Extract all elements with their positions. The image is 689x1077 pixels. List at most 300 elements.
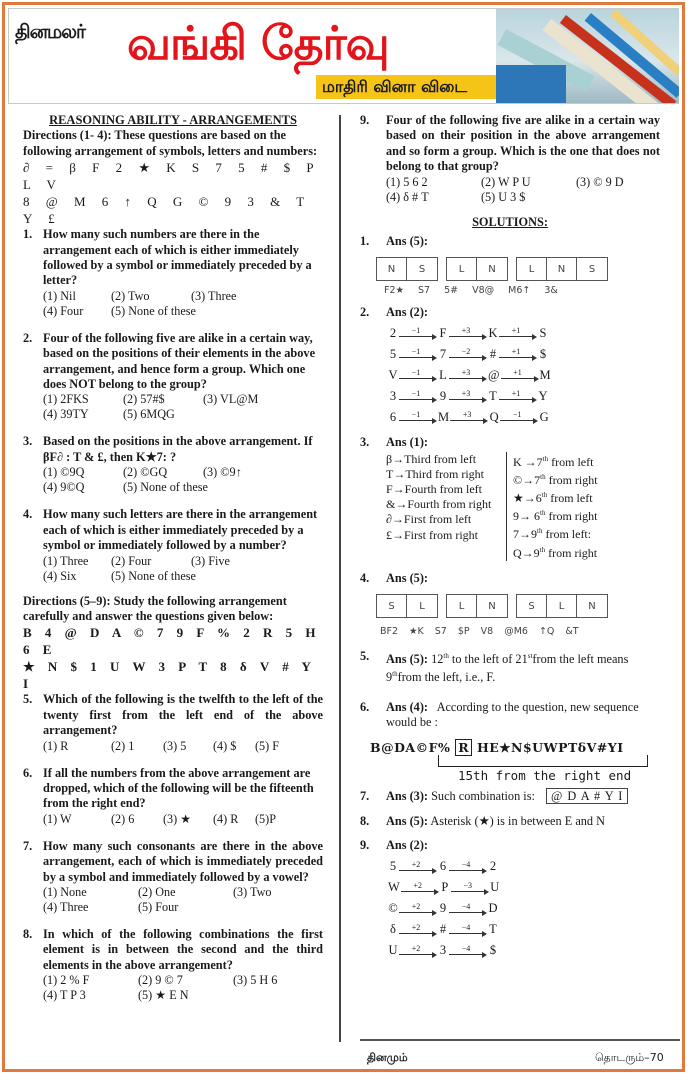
option: (5)P	[255, 811, 276, 826]
arrangement-line-1: B 4 @ D A © 7 9 F % 2 R 5 H 6 E	[23, 625, 321, 658]
chain-node: P	[441, 880, 449, 895]
position-entry: F→Fourth from left	[386, 482, 482, 497]
option: (1) 5 6 2	[386, 174, 428, 189]
option: (3) ★	[163, 811, 192, 826]
box-group	[446, 257, 508, 281]
arrow-right-icon	[449, 861, 487, 875]
chain-node: 2	[389, 325, 397, 340]
chain-node: 9	[439, 388, 447, 403]
question-text: How many such letters are there in the arrangement each of which is either immediately preceded by a symbol or immediately followed by a number?	[43, 507, 318, 553]
question-text: Four of the following five are alike in a certain way, based on the positions of their elements in the above arrangement, and hence form a group. Which one does NOT belong to the group?	[43, 330, 316, 392]
box-cell: S	[588, 263, 596, 275]
sequence-part: B@DA©F%	[370, 739, 451, 755]
options	[43, 739, 323, 754]
arrow-right-icon	[450, 411, 488, 425]
answer-label: Ans (5):	[386, 651, 429, 666]
combination-box: @ D A # Y I	[546, 788, 628, 804]
step-label: −3	[463, 880, 473, 890]
option: (1) ©9Q	[43, 465, 85, 480]
chain-node: M	[539, 367, 551, 382]
footer-continued-text: தொடரும்–70	[595, 1051, 664, 1064]
box-cell: L	[547, 595, 577, 617]
page-title: வங்கி தேர்வு	[127, 16, 389, 70]
step-label: −1	[512, 410, 522, 420]
question-number: 4.	[23, 507, 33, 522]
option: (5) U 3 $	[481, 189, 526, 204]
chain	[388, 854, 660, 875]
arrow-right-icon	[451, 882, 489, 896]
chain	[388, 917, 660, 938]
arrow-right-icon	[449, 924, 487, 938]
option: (4) Six	[43, 568, 77, 583]
question-5	[23, 692, 323, 753]
entry-text: from left	[547, 491, 593, 506]
question-text: How many such consonants are there in the above arrangement, each of which is immediately preceded by a symbol and immediately followed by a vowel?	[43, 838, 323, 884]
entry-symbol: 7→9	[513, 527, 537, 542]
option: (5) None of these	[111, 568, 196, 583]
chain	[388, 875, 660, 896]
options	[43, 465, 323, 495]
answer-text: from the left, i.e., F.	[397, 670, 496, 685]
box-label: BF2	[380, 626, 399, 638]
footer-divider	[360, 1039, 680, 1041]
chain-node: K	[488, 325, 498, 340]
question-number: 7.	[23, 838, 33, 853]
answer-number: 4.	[360, 570, 370, 585]
option: (4) T P 3	[43, 988, 86, 1003]
arrow-right-icon	[399, 348, 437, 362]
ordinal-suffix: th	[542, 454, 549, 463]
answer-number: 7.	[360, 789, 370, 804]
arrow-right-icon	[499, 390, 537, 404]
step-label: +2	[411, 922, 421, 932]
option: (2) W P U	[481, 174, 531, 189]
arrow-right-icon	[401, 882, 439, 896]
chain	[388, 404, 660, 425]
arrow-right-icon	[399, 369, 437, 383]
option: (5) None of these	[123, 480, 208, 495]
option: (1) W	[43, 811, 72, 826]
option: (2) 9 © 7	[138, 973, 183, 988]
answer-text: Asterisk (★) is in between E and N	[430, 813, 606, 828]
question-number: 2.	[23, 330, 33, 345]
box-label: S7	[418, 285, 431, 297]
chain-node: U	[490, 880, 500, 895]
question-7	[23, 839, 323, 915]
option: (4) 9©Q	[43, 480, 85, 495]
arrow-right-icon	[499, 327, 537, 341]
box-cell: S	[517, 595, 547, 617]
option: (2) 1	[111, 738, 135, 753]
question-3	[23, 434, 323, 495]
arrangement-line-2: 8 @ M 6 ↑ Q G © 9 3 & T Y £	[23, 194, 311, 227]
position-entry	[513, 488, 647, 506]
answer-text: Such combination is:	[431, 789, 535, 804]
chain-node: G	[539, 409, 549, 424]
chain-node: 3	[439, 943, 447, 958]
answer-3	[360, 435, 660, 561]
question-2	[23, 331, 323, 423]
step-label: +2	[411, 901, 421, 911]
options	[43, 554, 323, 584]
options	[43, 885, 323, 915]
chain	[388, 896, 660, 917]
arrow-right-icon	[449, 903, 487, 917]
chain-node: 2	[489, 859, 497, 874]
answer-1-labels	[384, 283, 660, 298]
sequence-part: HE★N$UWPTδV#YI	[476, 739, 624, 755]
box-group	[376, 594, 438, 618]
step-label: −2	[461, 347, 471, 357]
step-label: +2	[411, 859, 421, 869]
option: (5) ★ E N	[138, 988, 189, 1003]
chain-node: S	[539, 325, 547, 340]
chain-node: 6	[439, 859, 447, 874]
box-label: V8@	[472, 285, 495, 297]
ordinal-suffix: th	[537, 527, 543, 536]
option: (4) Three	[43, 899, 89, 914]
box-label: S7	[434, 626, 447, 638]
chain-node: T	[489, 388, 497, 403]
ordinal-suffix: th	[539, 545, 546, 554]
chain	[388, 362, 660, 383]
solutions-heading: SOLUTIONS:	[472, 214, 548, 229]
option: (4) R	[213, 811, 239, 826]
answer-number: 3.	[360, 435, 370, 450]
ordinal-suffix: th	[541, 491, 548, 500]
option: (3) 5 H 6	[233, 973, 278, 988]
chain-node: Y	[538, 388, 548, 403]
box-label: 5#	[444, 285, 459, 297]
box-cell: N	[488, 263, 496, 275]
box-group	[376, 257, 438, 281]
chain-node: M	[438, 409, 450, 424]
arrangement-line-2: ★ N $ 1 U W 3 P T 8 δ V # Y I	[23, 659, 316, 692]
position-table	[386, 452, 660, 561]
position-entry: β→Third from left	[386, 451, 477, 466]
answer-text: to the left of 21	[448, 651, 528, 666]
step-label: −1	[411, 347, 421, 357]
answer-4-labels	[380, 624, 660, 639]
option: (3) Five	[191, 553, 230, 568]
step-label: −1	[411, 410, 421, 420]
option: (3) VL@M	[203, 392, 259, 407]
arrow-right-icon	[449, 348, 487, 362]
question-number: 6.	[23, 765, 33, 780]
ordinal-suffix: th	[443, 651, 449, 660]
chain	[388, 341, 660, 362]
box-label: F2★	[384, 285, 405, 297]
question-number: 5.	[23, 692, 33, 707]
answer-number: 9.	[360, 838, 370, 853]
box-cell: N	[547, 258, 577, 280]
box-cell: S	[418, 263, 426, 275]
box-group	[516, 594, 608, 618]
highlighted-element: R	[455, 739, 472, 756]
arrow-right-icon	[399, 861, 437, 875]
question-text: If all the numbers from the above arrangement are dropped, which of the following will be the fifteenth from the right end?	[43, 765, 314, 811]
option: (4) Four	[43, 303, 84, 318]
entry-text: from right	[545, 472, 598, 487]
options	[43, 973, 323, 1003]
answer-number: 2.	[360, 304, 370, 319]
chain-node: 7	[439, 346, 447, 361]
answer-number: 6.	[360, 699, 370, 714]
answer-5	[360, 649, 660, 686]
entry-text: from left	[548, 454, 594, 469]
entry-text: from right	[545, 545, 598, 560]
option: (5) Four	[138, 899, 179, 914]
entry-symbol: ©→7	[513, 472, 541, 487]
bracket-arrow-icon	[438, 755, 648, 767]
answer-8	[360, 814, 660, 829]
option: (1) 2FKS	[43, 392, 89, 407]
footer-left-text: தினமும்	[367, 1051, 408, 1064]
answer-text: According to the question, new sequence would be :	[386, 699, 639, 730]
box-cell: L	[447, 595, 477, 617]
option: (3) © 9 D	[576, 174, 624, 189]
step-label: +3	[461, 389, 471, 399]
arrow-right-icon	[500, 411, 538, 425]
option: (4) δ # T	[386, 189, 429, 204]
column-divider	[339, 115, 341, 1042]
box-label: @M6	[504, 626, 528, 638]
page-frame	[2, 2, 685, 1072]
box-cell: N	[588, 600, 596, 612]
step-label: −1	[411, 368, 421, 378]
box-group	[446, 594, 508, 618]
chain-node: L	[439, 367, 447, 382]
position-right-col	[507, 452, 647, 561]
option: (2) 57#$	[123, 392, 165, 407]
option: (1) 2 % F	[43, 973, 90, 988]
box-cell: L	[419, 600, 425, 612]
answer-label: Ans (5):	[386, 813, 429, 828]
arrangement-line-1: ∂ = β F 2 ★ K S 7 5 # $ P L V	[23, 160, 320, 193]
bracket-note: 15th from the right end	[458, 767, 632, 783]
answer-7	[360, 789, 660, 804]
entry-symbol: Q→9	[513, 545, 540, 560]
box-label: ★K	[409, 626, 424, 638]
chain-node: #	[439, 922, 447, 937]
box-label: V8	[480, 626, 494, 638]
question-8	[23, 927, 323, 1003]
chain-node: @	[488, 367, 500, 382]
directions-2: Directions (5–9): Study the following arrangement carefully and answer the questions given below:	[23, 593, 287, 623]
ordinal-suffix: th	[540, 509, 546, 518]
option: (5) None of these	[111, 303, 196, 318]
answer-6	[360, 700, 660, 731]
answer-number: 1.	[360, 234, 370, 249]
answer-label: Ans (5):	[386, 234, 429, 249]
options	[43, 392, 323, 422]
step-label: +3	[461, 326, 471, 336]
option: (4) $	[213, 738, 237, 753]
option: (3) 5	[163, 738, 187, 753]
answer-label: Ans (4):	[386, 699, 429, 714]
chain-node: 9	[439, 901, 447, 916]
answer-number: 8.	[360, 813, 370, 828]
step-label: −1	[411, 389, 421, 399]
question-number: 1.	[23, 227, 33, 242]
answer-text: 12	[428, 651, 444, 666]
chain-node: #	[489, 346, 497, 361]
step-label: +1	[511, 326, 521, 336]
question-4	[23, 507, 323, 583]
chain-node: V	[388, 367, 398, 382]
answer-number: 5.	[360, 648, 370, 663]
step-label: −4	[461, 859, 471, 869]
question-text: How many such numbers are there in the arrangement each of which is either immediately followed by a symbol or immediately preceded by a letter?	[43, 227, 312, 288]
option: (3) Two	[233, 884, 272, 899]
option: (2) One	[138, 884, 176, 899]
answer-4-boxes	[376, 594, 660, 618]
option: (5) 6MQG	[123, 407, 175, 422]
option: (4) 39TY	[43, 407, 89, 422]
answer-1-boxes	[376, 257, 660, 281]
chain-node: 6	[389, 409, 397, 424]
chain-node: D	[488, 901, 498, 916]
chain-node: 5	[389, 346, 397, 361]
box-label: M6↑	[508, 285, 531, 297]
box-group	[516, 257, 608, 281]
chain-node: Q	[489, 409, 499, 424]
arrow-right-icon	[399, 903, 437, 917]
arrow-right-icon	[501, 369, 539, 383]
question-number: 3.	[23, 434, 33, 449]
chain-node: T	[489, 922, 497, 937]
options	[386, 175, 660, 205]
arrow-right-icon	[449, 945, 487, 959]
position-entry	[513, 470, 647, 488]
option: (1) Nil	[43, 288, 76, 303]
position-entry: T→Third from right	[386, 466, 484, 481]
question-9	[360, 113, 660, 205]
option: (1) None	[43, 884, 87, 899]
entry-symbol: K →7	[513, 454, 543, 469]
question-text: In which of the following combinations the first element is in between the second and the third elements in the above arrangement?	[43, 926, 323, 972]
option: (5) F	[255, 738, 280, 753]
answer-label: Ans (3):	[386, 789, 429, 804]
chain-node: W	[388, 880, 400, 895]
chain-node: F	[439, 325, 447, 340]
step-label: +2	[411, 943, 421, 953]
box-label: 3&	[544, 285, 558, 297]
position-entry: &→Fourth from right	[386, 497, 492, 512]
option: (1) Three	[43, 553, 89, 568]
ordinal-suffix: st	[527, 651, 533, 660]
books-image	[496, 9, 679, 103]
left-column	[23, 113, 323, 1003]
box-cell: N	[377, 258, 407, 280]
entry-symbol: ★→6	[513, 491, 542, 506]
chain-node: $	[539, 346, 547, 361]
question-text: Four of the following five are alike in a certain way based on their position in the above arrangement and so form a group. Which is the one that does not belong to that group?	[386, 113, 660, 174]
position-entry: ∂→First from left	[386, 512, 472, 527]
options	[43, 812, 323, 827]
answer-label: Ans (1):	[386, 435, 429, 450]
chain	[388, 320, 660, 341]
step-label: +1	[511, 347, 521, 357]
new-sequence	[370, 740, 660, 755]
answer-label: Ans (2):	[386, 838, 429, 853]
answer-1	[360, 234, 660, 249]
option: (3) ©9↑	[203, 465, 242, 480]
step-label: −4	[461, 943, 471, 953]
step-label: +3	[462, 410, 472, 420]
section-title: REASONING ABILITY - ARRANGEMENTS	[49, 113, 297, 127]
position-entry	[513, 452, 647, 470]
directions-1: Directions (1- 4): These questions are based on the following arrangement of symbols, letters and numbers:	[23, 128, 318, 158]
step-label: −1	[411, 326, 421, 336]
option: (2) ©GQ	[123, 465, 168, 480]
arrow-right-icon	[449, 369, 487, 383]
step-label: −4	[461, 922, 471, 932]
option: (2) 6	[111, 811, 135, 826]
box-cell: L	[447, 258, 477, 280]
header-banner	[8, 8, 679, 104]
arrow-right-icon	[449, 327, 487, 341]
entry-symbol: 9→ 6	[513, 509, 540, 524]
entry-text: from left:	[542, 527, 592, 542]
answer-2	[360, 305, 660, 425]
chain	[388, 938, 660, 959]
answer-2-chains	[386, 320, 660, 425]
chain-node: δ	[390, 922, 396, 937]
position-entry: £→First from right	[386, 527, 478, 542]
arrow-right-icon	[399, 390, 437, 404]
question-number: 8.	[23, 926, 33, 941]
arrow-right-icon	[399, 411, 437, 425]
arrow-right-icon	[399, 327, 437, 341]
step-label: +1	[511, 389, 521, 399]
arrow-right-icon	[399, 945, 437, 959]
question-1	[23, 227, 323, 319]
option: (1) R	[43, 738, 69, 753]
arrow-right-icon	[399, 924, 437, 938]
option: (2) Two	[111, 288, 150, 303]
chain-node: 5	[389, 859, 397, 874]
options	[43, 289, 323, 319]
question-6	[23, 766, 323, 827]
question-text: Which of the following is the twelfth to the left of the twenty first from the left end of the above arrangement?	[43, 692, 323, 738]
position-entry	[513, 524, 647, 542]
box-cell: L	[517, 258, 547, 280]
step-label: +2	[413, 880, 423, 890]
step-label: +1	[513, 368, 522, 378]
question-text: Based on the positions in the above arrangement. If βF∂ : T & £, then K★7: ?	[43, 434, 313, 464]
position-entry	[513, 506, 647, 524]
answer-4	[360, 571, 660, 586]
arrow-right-icon	[449, 390, 487, 404]
brand-logo: தினமலர்	[15, 21, 85, 43]
answer-text: from the left means 9	[386, 651, 629, 685]
chain-node: ©	[388, 901, 398, 916]
box-label: ↑Q	[538, 626, 555, 638]
answer-label: Ans (5):	[386, 570, 429, 585]
box-label: $P	[457, 626, 470, 638]
position-entry	[513, 543, 647, 561]
option: (3) Three	[191, 288, 237, 303]
ordinal-suffix: th	[540, 472, 546, 481]
chain	[388, 383, 660, 404]
book-shape	[496, 65, 566, 103]
chain-node: $	[489, 943, 497, 958]
step-label: −4	[461, 901, 471, 911]
box-label: &T	[565, 626, 579, 638]
entry-text: from right	[545, 509, 598, 524]
right-column	[360, 113, 660, 959]
